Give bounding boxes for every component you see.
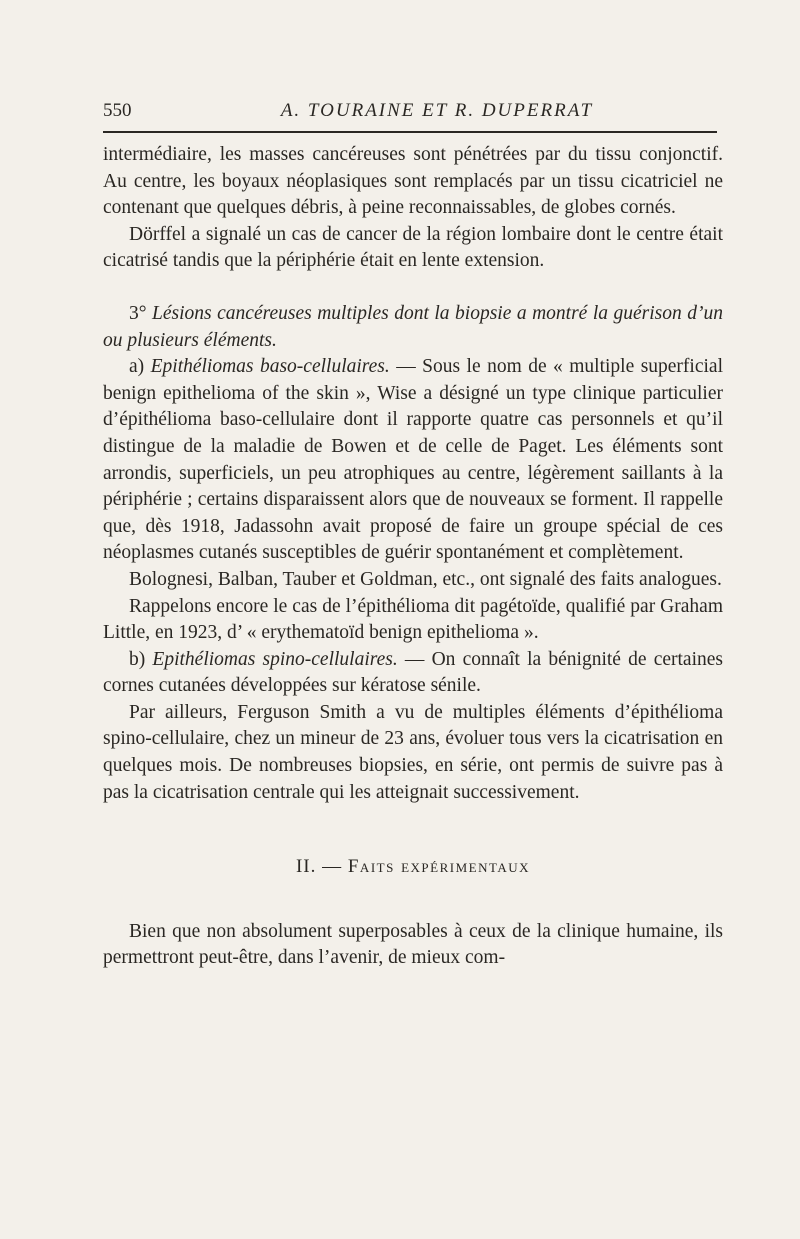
subsection-heading	[103, 301, 723, 354]
item-prefix: b)	[129, 648, 153, 670]
body-text	[103, 142, 723, 972]
paragraph: Par ailleurs, Ferguson Smith a vu de multiples éléments d’épithélioma spino-cellulaire, chez un mineur de 23 ans, évoluer tous vers la cicatrisation en quelques mois. De nombreuses biopsies, en série, ont permis de suivre pas à pas la cicatrisation centrale qui les atteignait successivement.	[103, 701, 723, 803]
header-rule	[103, 131, 717, 133]
item-title: Epithéliomas spino-cellulaires.	[152, 648, 398, 670]
paragraph	[103, 647, 723, 700]
page-number: 550	[103, 100, 132, 121]
item-text: — Sous le nom de « multiple superficial benign epithelioma of the skin », Wise a désigné un type clinique particulier d’épithélioma baso-cellulaire dont il rapporte quatre cas personnels et qu’il distingue de la maladie de Bowen et de celle de Paget. Les éléments sont arrondis, superficiels, un peu atrophiques au centre, légèrement saillants à la périphérie ; certains disparaissent alors que de nouveaux se forment. Il rappelle que, dès 1918, Jadassohn avait proposé de faire un groupe spécial de ces néoplasmes cutanés susceptibles de guérir spontanément et complètement.	[103, 356, 723, 564]
item-prefix: a)	[129, 356, 151, 378]
subsection-number: 3°	[129, 302, 153, 324]
paragraph	[103, 354, 723, 567]
paragraph: Dörffel a signalé un cas de cancer de la région lombaire dont le centre était cicatrisé tandis que la périphérie était en lente extension.	[103, 223, 723, 272]
section-number: II. —	[295, 856, 348, 878]
section-title: Faits expérimentaux	[347, 856, 531, 878]
item-title: Epithéliomas baso-cellulaires.	[150, 356, 390, 378]
page-header	[103, 100, 723, 124]
item-text: — On connaît la bénignité de certaines cornes cutanées développées sur kératose sénile.	[103, 648, 723, 697]
paragraph: intermédiaire, les masses cancéreuses sont pénétrées par du tissu conjonctif. Au centre, les boyaux néoplasiques sont remplacés par un tissu cicatriciel ne contenant que quelques débris, à peine reconnaissables, de globes cornés.	[103, 144, 723, 219]
paragraph: Rappelons encore le cas de l’épithélioma dit pagétoïde, qualifié par Graham Little, en 1923, d’ « erythematoïd benign epithelioma ».	[103, 595, 723, 644]
section-heading	[103, 854, 723, 881]
paragraph: Bolognesi, Balban, Tauber et Goldman, etc., ont signalé des faits analogues.	[129, 568, 722, 590]
running-title: A. TOURAINE ET R. DUPERRAT	[280, 100, 594, 121]
paragraph: Bien que non absolument superposables à ceux de la clinique humaine, ils permettront peut-être, dans l’avenir, de mieux com-	[103, 920, 723, 969]
subsection-title: Lésions cancéreuses multiples dont la biopsie a montré la guérison d’un ou plusieurs éléments.	[103, 302, 723, 351]
